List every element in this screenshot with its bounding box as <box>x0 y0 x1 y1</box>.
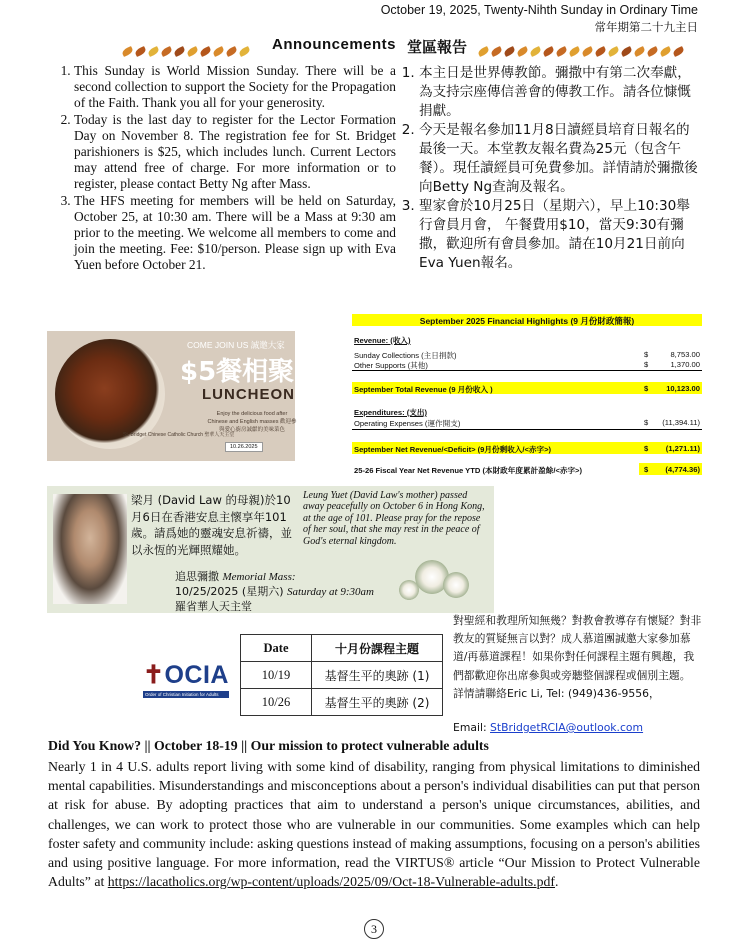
did-you-know-title: Did You Know? || October 18-19 || Our mission to protect vulnerable adults <box>48 738 489 753</box>
memorial-notice <box>47 486 494 613</box>
leaf-decoration-left <box>122 42 252 60</box>
revenue-heading: Revenue: (收入) <box>354 336 411 345</box>
financial-title: September 2025 Financial Highlights (9 月份財政簡報) <box>419 316 635 326</box>
total-revenue-value: 10,123.00 <box>666 384 700 393</box>
dyk-end: . <box>555 874 559 890</box>
ocia-word: OCIA <box>164 661 229 689</box>
header-liturgical-cn: 常年期第二十九主日 <box>594 22 698 34</box>
sunday-collections-value: 8,753.00 <box>670 350 700 359</box>
memorial-mass-line <box>175 568 296 584</box>
row-topic: 基督生平的奧跡 (1) <box>312 662 443 689</box>
luncheon-flyer <box>47 331 295 461</box>
table-row <box>241 662 443 689</box>
announcements-title: Announcements <box>272 36 397 53</box>
ytd-value: (4,774.36) <box>665 465 700 474</box>
announcement-en-2: 2. Today is the last day to register for the Lector Formation Day on November 8. The registration fee for St. Bridget parishioners is $25, which includes lunch. Current Lectors may attend free of charge. For more information or to register, please contact Betty Ng after Mass. <box>74 112 396 193</box>
net-revenue-value: (1,271.11) <box>665 444 700 453</box>
announcement-cn-1: 1. 本主日是世界傳教節。彌撒中有第二次奉獻，為支持宗座傳信善會的傳教工作。請各位慷慨捐獻。 <box>419 64 700 121</box>
ocia-email-link[interactable]: StBridgetRCIA@outlook.com <box>490 721 644 734</box>
other-supports-value: 1,370.00 <box>670 360 700 369</box>
ocia-logo-text <box>143 660 229 690</box>
announcement-en-1: 1. This Sunday is World Mission Sunday. There will be a second collection to support the Society for the Propagation of the Faith. Thank you all for your generosity. <box>74 63 396 112</box>
currency-symbol: $ <box>644 360 649 369</box>
memorial-en: Leung Yuet (David Law's mother) passed away peacefully on October 6 in Hong Kong, at the age of 101. Please pray for the repose of her soul, that she may rest in the peace of God's eternal kingdom. <box>303 490 485 547</box>
memorial-date-line <box>175 583 374 599</box>
operating-expenses-label: Operating Expenses (運作開支) <box>354 419 461 428</box>
col-date: Date <box>241 635 312 662</box>
currency-symbol: $ <box>644 418 649 427</box>
luncheon-price: $5餐相聚 <box>180 357 295 387</box>
currency-symbol: $ <box>644 444 649 453</box>
announcements-en <box>58 63 396 274</box>
flower-decoration <box>443 572 469 598</box>
mass-place: 羅省華人天主堂 <box>175 600 252 613</box>
mass-date: 10/25/2025 (星期六) <box>175 585 284 598</box>
page-number: 3 <box>364 919 384 939</box>
memorial-cn: 梁月 (David Law 的母親)於10月6日在香港安息主懷享年101歲。請爲她的靈魂安息祈禱，並以永恆的光輝照耀她。 <box>131 493 292 557</box>
header-date: October 19, 2025, Twenty-Nihth Sunday in Ordinary Time <box>380 3 698 17</box>
announcement-en-3: 3. The HFS meeting for members will be held on Saturday, October 25, at 10:30 am. There will be a Mass at 9:30 am prior to the meeting. We welcome all members to come and join the meeting. Fee: $10/person. Please sign up with Eva Yuen before October 21. <box>74 193 396 274</box>
table-header-row <box>241 635 443 662</box>
mass-time: Saturday at 9:30am <box>286 586 374 598</box>
sunday-collections-label: Sunday Collections (主日捐款) <box>354 351 457 360</box>
row-topic: 基督生平的奧跡 (2) <box>312 689 443 716</box>
expenditures-heading: Expenditures: (支出) <box>354 408 427 417</box>
announcement-cn-3: 3. 聖家會於10月25日（星期六），早上10:30舉行會員月會， 午餐費用$10，當天9:30有彌撒，歡迎所有會員參加。請在10月21日前向Eva Yuen報名。 <box>419 197 700 273</box>
luncheon-tagline: Enjoy the delicious food after Chinese and English masses 歡迎參與愛心廚房誠獻的美味菜色 <box>207 411 297 433</box>
luncheon-word: LUNCHEON <box>202 386 295 403</box>
did-you-know-body <box>48 757 700 891</box>
luncheon-date: 10.26.2025 <box>225 442 263 452</box>
portrait-photo <box>53 494 127 604</box>
ocia-note <box>453 612 703 703</box>
currency-symbol: $ <box>644 465 649 474</box>
net-revenue-label: September Net Revenue/<Deficit> (9月份剩收入/<赤字>) <box>354 445 552 454</box>
cross-icon: ✝ <box>143 661 165 689</box>
row-date: 10/26 <box>241 689 312 716</box>
ocia-logo <box>143 660 229 698</box>
ytd-label: 25-26 Fiscal Year Net Revenue YTD (本財政年度累計盈餘/<赤字>) <box>354 466 583 475</box>
announcements-title-cn: 堂區報告 <box>407 38 468 56</box>
luncheon-invite: COME JOIN US 誠邀大家 <box>187 340 285 350</box>
ocia-email-line <box>453 721 643 734</box>
row-date: 10/19 <box>241 662 312 689</box>
ocia-schedule-table <box>240 634 443 716</box>
ocia-note-text: 對聖經和教理所知無幾？對教會教導存有懷疑？對非教友的質疑無言以對？成人慕道團誠邀大家參加慕道/再慕道課程！如果你對任何課程主題有興趣，我們都歡迎你出席參與或旁聽整個課程或個別主題。 <box>453 614 702 682</box>
announcement-cn-2: 2. 今天是報名參加11月8日讀經員培育日報名的最後一天。本堂教友報名費為25元（包含午餐）。現任讀經員可免費參加。詳情請於彌撒後向Betty Ng查詢及報名。 <box>419 121 700 197</box>
currency-symbol: $ <box>644 350 649 359</box>
dyk-text: Nearly 1 in 4 U.S. adults report living with some kind of disability, ranging from physical limitations to diminished mental capabilities. Misunderstandings and misconceptions about a person's individual disabilities can put that person at risk for abuse. By adopting practices that aim to understand a person's unique circumstances, abilities, and challenges, we can work to protect those who are vulnerable in our communities. Some examples which can help foster safety and community include: asking questions instead of making assumptions, focusing on a person's abilities and using positive language. For more information, read the VIRTUS® article “Our Mission to Protect Vulnerable Adults” at <box>48 759 700 890</box>
ocia-contact: 詳情請聯絡Eric Li, Tel: (949)436-9556， <box>453 686 660 700</box>
table-row <box>241 689 443 716</box>
virtus-article-link[interactable]: https://lacatholics.org/wp-content/uploads/2025/09/Oct-18-Vulnerable-adults.pdf <box>107 874 556 890</box>
col-topic: 十月份課程主題 <box>312 635 443 662</box>
luncheon-church: St. Bridget Chinese Catholic Church 聖華人天主堂 <box>123 432 235 438</box>
other-supports-label: Other Supports (其他) <box>354 361 428 370</box>
leaf-decoration-right <box>478 42 686 60</box>
flower-decoration <box>399 580 419 600</box>
ocia-logo-sub: Order of Christian Initiation for Adults <box>143 691 229 698</box>
total-revenue-label: September Total Revenue (9 月份收入 ) <box>354 385 493 394</box>
mass-en: Memorial Mass: <box>222 571 296 583</box>
currency-symbol: $ <box>644 384 649 393</box>
operating-expenses-value: (11,394.11) <box>662 418 700 427</box>
email-label: Email: <box>453 721 491 734</box>
mass-cn: 追思彌撒 <box>175 570 219 583</box>
announcements-cn <box>403 64 700 273</box>
